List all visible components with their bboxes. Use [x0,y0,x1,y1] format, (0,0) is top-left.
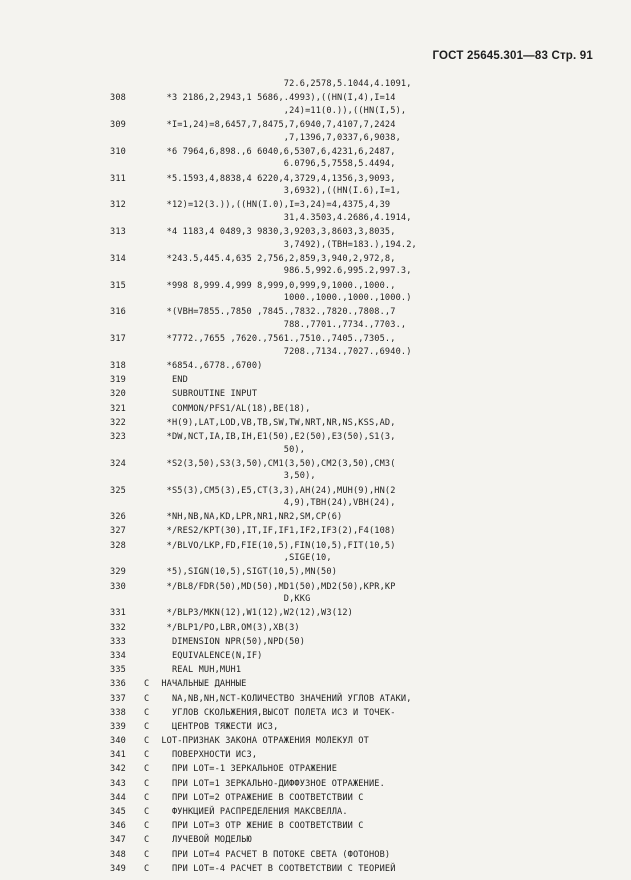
code-text: */BLP1/PO,LBR,OM(3),XB(3) [156,622,300,633]
code-line [110,552,610,565]
line-number: 327 [110,526,126,537]
comment-marker [144,105,156,118]
code-line [110,253,610,266]
line-number: 334 [110,650,126,661]
line-number [110,292,144,305]
line-number: 348 [110,849,126,860]
line-number [110,212,144,225]
code-text: 31,4.3503,4.2686,4.1914, [156,212,412,223]
code-line [110,693,610,706]
line-number: 343 [110,778,126,789]
code-line [110,374,610,387]
code-text: 7208.,7134.,7027.,6940.) [156,346,412,357]
code-text: */BL8/FDR(50),MD(50),MD1(50),MD2(50),KPR,KP [156,581,396,592]
comment-marker [144,146,156,159]
code-line [110,444,610,457]
page-header: ГОСТ 25645.301—83 Стр. 91 [432,50,593,62]
code-text: 1000.,1000.,1000.,1000.) [156,293,412,304]
line-number: 333 [110,636,126,647]
code-line [110,763,610,776]
comment-marker: C [144,693,150,704]
code-text: *H(9),LAT,LOD,VB,TB,SW,TW,NRT,NR,NS,KSS,AD, [156,417,396,428]
code-text: */BLVO/LKP,FD,FIE(10,5),FIN(10,5),FIT(10,5) [156,540,396,551]
code-text: ,SIGE(10, [156,553,332,564]
code-line [110,607,610,620]
code-line [110,226,610,239]
comment-marker [144,607,156,620]
code-line [110,292,610,305]
code-line [110,199,610,212]
comment-marker [144,485,156,498]
code-line [110,792,610,805]
line-number: 311 [110,173,126,184]
code-listing [110,78,610,875]
line-number: 329 [110,567,126,578]
line-number: 319 [110,375,126,386]
code-text: 72.6,2578,5.1044,4.1091, [156,79,412,89]
code-text: *(VBH=7855.,7850 ,7845.,7832.,7820.,7808.,7 [156,307,396,318]
comment-marker: C [144,778,150,789]
code-text: ПРИ LOT=3 ОТР ЖЕНИЕ В СООТВЕТСТВИИ С [156,821,364,832]
code-text: 3,6932),((HN(I.6),I=1, [156,186,401,197]
line-number [110,497,144,510]
code-line [110,265,610,278]
comment-marker [144,92,156,105]
line-number: 331 [110,608,126,619]
code-line [110,403,610,416]
comment-marker [144,403,156,416]
comment-marker [144,319,156,332]
code-text: ,24)=11(0.)),((HN(I,5), [156,105,407,116]
code-line [110,173,610,186]
comment-marker [144,292,156,305]
code-text: *S5(3),CM5(3),E5,CT(3,3),AH(24),MUH(9),HN(2 [156,485,396,496]
comment-marker: C [144,792,150,803]
code-line [110,306,610,319]
code-text: *243.5,445.4,635 2,756,2,859,3,940,2,972,8, [156,253,396,264]
code-line [110,566,610,579]
code-text: *12)=12(3.)),((HN(I.0),I=3,24)=4,4375,4,39 [156,200,391,211]
code-line [110,360,610,373]
line-number: 326 [110,512,126,523]
code-text: D,KKG [156,594,311,605]
line-number: 312 [110,200,126,211]
code-line [110,511,610,524]
code-line [110,650,610,663]
comment-marker [144,566,156,579]
comment-marker [144,388,156,401]
line-number: 313 [110,227,126,238]
code-line [110,280,610,293]
comment-marker [144,158,156,171]
code-text: *3 2186,2,2943,1 5686,.4993),((HN(I,4),I=14 [156,93,396,104]
comment-marker [144,525,156,538]
line-number [110,132,144,145]
comment-marker [144,253,156,266]
comment-marker [144,374,156,387]
code-text: *7772.,7655 ,7620.,7561.,7510.,7405.,7305., [156,334,396,345]
code-text: COMMON/PFS1/AL(18),BE(18), [156,403,311,414]
code-line [110,664,610,677]
code-line [110,388,610,401]
comment-marker [144,444,156,457]
line-number: 317 [110,334,126,345]
comment-marker [144,360,156,373]
code-text: ФУНКЦИЕЙ РАСПРЕДЕЛЕНИЯ МАКСВЕЛЛА. [156,807,348,818]
code-text: 986.5,992.6,995.2,997.3, [156,266,412,277]
comment-marker [144,540,156,553]
code-text: ПРИ LOT=2 ОТРАЖЕНИЕ В СООТВЕТСТВИИ С [156,792,364,803]
comment-marker: C [144,721,150,732]
code-line [110,92,610,105]
code-text: 50), [156,444,306,455]
code-text: ,7,1396,7,0337,6,9038, [156,132,401,143]
comment-marker [144,185,156,198]
code-line [110,239,610,252]
comment-marker [144,280,156,293]
code-text: *S2(3,50),S3(3,50),CM1(3,50),CM2(3,50),CM3( [156,458,396,469]
code-line [110,458,610,471]
line-number: 328 [110,540,126,551]
comment-marker [144,470,156,483]
code-line [110,212,610,225]
line-number: 318 [110,361,126,371]
line-number: 325 [110,485,126,496]
code-line [110,707,610,720]
code-text: DIMENSION NPR(50),NPD(50) [156,636,306,647]
code-line [110,525,610,538]
comment-marker [144,664,156,677]
comment-marker [144,581,156,594]
comment-marker: C [144,821,150,832]
code-text: REAL MUH,MUH1 [156,665,242,676]
comment-marker [144,212,156,225]
line-number: 338 [110,707,126,718]
code-line [110,146,610,159]
code-text: 6.0796,5,7558,5.4494, [156,159,396,170]
comment-marker: C [144,750,150,761]
code-text: */RES2/KPT(30),IT,IF,IF1,IF2,IF3(2),F4(108) [156,526,396,537]
comment-marker [144,622,156,635]
comment-marker: C [144,863,150,874]
comment-marker [144,306,156,319]
line-number [110,470,144,483]
code-text: ПРИ LOT=4 РАСЧЕТ В ПОТОКЕ СВЕТА (ФОТОНОВ) [156,849,391,860]
code-text: *5),SIGN(10,5),SIGT(10,5),MN(50) [156,567,338,578]
code-line [110,319,610,332]
line-number: 336 [110,679,126,690]
code-line [110,485,610,498]
line-number: 349 [110,863,126,874]
line-number: 309 [110,119,126,130]
code-text: ПОВЕРХНОСТИ ИСЗ, [156,750,258,761]
code-line [110,863,610,876]
code-text: *5.1593,4,8838,4 6220,4,3729,4,1356,3,9093, [156,173,396,184]
code-text: 4,9),TBH(24),VBH(24), [156,498,396,509]
code-line [110,497,610,510]
code-line [110,346,610,359]
comment-marker [144,226,156,239]
comment-marker [144,593,156,606]
code-text: ЛУЧЕВОЙ МОДЕЛЬЮ [156,835,252,846]
code-line [110,749,610,762]
comment-marker [144,239,156,252]
line-number [110,319,144,332]
comment-marker [144,78,156,91]
line-number: 308 [110,93,126,104]
line-number: 342 [110,764,126,775]
code-text: ПРИ LOT=-1 ЗЕРКАЛЬНОЕ ОТРАЖЕНИЕ [156,764,338,775]
comment-marker: C [144,707,150,718]
code-text: END [156,375,188,386]
code-line [110,185,610,198]
line-number: 316 [110,307,126,318]
line-number [110,346,144,359]
code-text: *4 1183,4 0489,3 9830,3,9203,3,8603,3,8035, [156,227,396,238]
code-text: НАЧАЛЬНЫЕ ДАННЫЕ [156,679,247,690]
comment-marker: C [144,679,150,690]
code-line [110,105,610,118]
code-text: *6854.,6778.,6700) [156,361,263,371]
comment-marker [144,552,156,565]
line-number [110,105,144,118]
code-text: 788.,7701.,7734.,7703., [156,320,407,331]
code-line [110,431,610,444]
line-number: 323 [110,431,126,442]
line-number: 320 [110,389,126,400]
code-line [110,820,610,833]
code-text: *I=1,24)=8,6457,7,8475,7,6940,7,4107,7,2424 [156,119,396,130]
code-line [110,581,610,594]
code-line [110,834,610,847]
comment-marker [144,265,156,278]
comment-marker [144,417,156,430]
line-number: 321 [110,403,126,414]
code-line [110,119,610,132]
code-text: *DW,NCT,IA,IB,IH,E1(50),E2(50),E3(50),S1(3, [156,431,396,442]
comment-marker [144,636,156,649]
code-line [110,593,610,606]
comment-marker: C [144,807,150,818]
code-text: LOT-ПРИЗНАК ЗАКОНА ОТРАЖЕНИЯ МОЛЕКУЛ ОТ [156,736,369,747]
comment-marker [144,173,156,186]
code-line [110,778,610,791]
code-line [110,417,610,430]
code-text: */BLP3/MKN(12),W1(12),W2(12),W3(12) [156,608,353,619]
line-number [110,444,144,457]
comment-marker [144,511,156,524]
line-number: 345 [110,807,126,818]
code-line [110,678,610,691]
comment-marker: C [144,736,150,747]
line-number: 346 [110,821,126,832]
code-text: *NH,NB,NA,KD,LPR,NR1,NR2,SM,CP(6) [156,512,343,523]
code-text: ПРИ LOT=-4 РАСЧЕТ В СООТВЕТСТВИИ С ТЕОРИЕЙ [156,863,396,874]
code-line [110,622,610,635]
code-line [110,470,610,483]
line-number: 314 [110,253,126,264]
code-text: УГЛОВ СКОЛЬЖЕНИЯ,ВЫСОТ ПОЛЕТА ИСЗ И ТОЧЕК- [156,707,396,718]
line-number [110,185,144,198]
code-text: 3,50), [156,471,316,482]
code-line [110,735,610,748]
line-number [110,265,144,278]
comment-marker [144,497,156,510]
line-number [110,78,144,91]
comment-marker [144,650,156,663]
code-text: 3,7492),(TBH=183.),194.2, [156,239,417,250]
comment-marker [144,199,156,212]
line-number: 315 [110,280,126,291]
line-number [110,593,144,606]
line-number: 335 [110,665,126,676]
comment-marker: C [144,835,150,846]
code-line [110,333,610,346]
line-number: 341 [110,750,126,761]
code-line [110,78,610,91]
line-number: 340 [110,736,126,747]
comment-marker [144,431,156,444]
code-text: *998 8,999.4,999 8,999,0,999,9,1000.,1000., [156,280,396,291]
code-line [110,849,610,862]
line-number [110,239,144,252]
code-text: SUBROUTINE INPUT [156,389,258,400]
line-number: 324 [110,458,126,469]
code-line [110,636,610,649]
line-number: 347 [110,835,126,846]
code-line [110,540,610,553]
line-number: 339 [110,721,126,732]
line-number: 310 [110,146,126,157]
comment-marker: C [144,764,150,775]
line-number [110,158,144,171]
code-text: ЦЕНТРОВ ТЯЖЕСТИ ИСЗ, [156,721,279,732]
comment-marker [144,333,156,346]
line-number: 344 [110,792,126,803]
line-number: 337 [110,693,126,704]
code-text: *6 7964,6,898.,6 6040,6,5307,6,4231,6,2487, [156,146,396,157]
comment-marker [144,458,156,471]
code-text: NA,NB,NH,NCT-КОЛИЧЕСТВО ЗНАЧЕНИЙ УГЛОВ АТАКИ, [156,693,412,704]
comment-marker [144,119,156,132]
line-number: 330 [110,581,126,592]
comment-marker: C [144,849,150,860]
code-line [110,132,610,145]
comment-marker [144,132,156,145]
code-line [110,158,610,171]
code-line [110,806,610,819]
line-number [110,552,144,565]
comment-marker [144,346,156,359]
line-number: 322 [110,417,126,428]
code-text: ПРИ LOT=1 ЗЕРКАЛЬНО-ДИФФУЗНОЕ ОТРАЖЕНИЕ. [156,778,385,789]
code-text: EQUIVALENCE(N,IF) [156,650,263,661]
code-line [110,721,610,734]
line-number: 332 [110,622,126,633]
